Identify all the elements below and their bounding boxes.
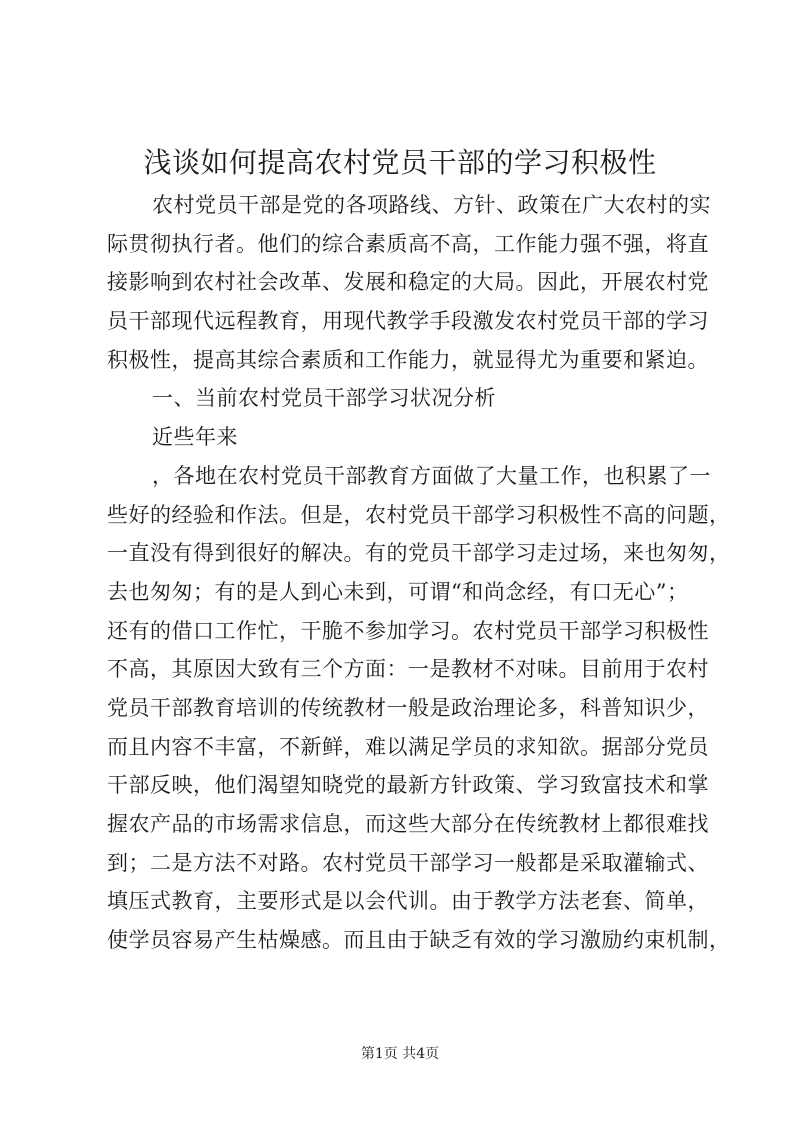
body-line: 去也匆匆；有的是人到心未到，可谓“和尚念经，有口无心”； xyxy=(107,579,689,604)
body-line: 还有的借口工作忙，干脆不参加学习。农村党员干部学习积极性 xyxy=(107,618,709,643)
body-line: 党员干部教育培训的传统教材一般是政治理论多，科普知识少， xyxy=(107,695,709,720)
body-line: 握农产品的市场需求信息，而这些大部分在传统教材上都很难找 xyxy=(107,812,709,836)
section-heading: 一、当前农村党员干部学习状况分析 xyxy=(152,386,496,411)
body-line: 接影响到农村社会改革、发展和稳定的大局。因此，开展农村党 xyxy=(107,270,709,295)
body-line: 积极性，提高其综合素质和工作能力，就显得尤为重要和紧迫。 xyxy=(107,347,709,372)
body-line: 农村党员干部是党的各项路线、方针、政策在广大农村的实 xyxy=(152,193,711,217)
body-line: 近些年来 xyxy=(152,425,238,450)
body-line: 干部反映，他们渴望知晓党的最新方针政策、学习致富技术和掌 xyxy=(107,773,709,798)
document-body xyxy=(107,186,731,960)
body-line: 些好的经验和作法。但是，农村党员干部学习积极性不高的问题， xyxy=(107,502,731,527)
body-line: 填压式教育，主要形式是以会代训。由于教学方法老套、简单， xyxy=(107,889,709,914)
body-line: 不高，其原因大致有三个方面：一是教材不对味。目前用于农村 xyxy=(107,657,709,682)
body-line: 员干部现代远程教育，用现代教学手段激发农村党员干部的学习 xyxy=(107,309,709,334)
body-line: 使学员容易产生枯燥感。而且由于缺乏有效的学习激励约束机制， xyxy=(107,928,731,953)
body-line: ，各地在农村党员干部教育方面做了大量工作，也积累了一 xyxy=(152,463,711,488)
document-title: 浅谈如何提高农村党员干部的学习积极性 xyxy=(143,146,657,179)
body-line: 际贯彻执行者。他们的综合素质高不高，工作能力强不强，将直 xyxy=(107,231,709,256)
body-line: 一直没有得到很好的解决。有的党员干部学习走过场，来也匆匆， xyxy=(107,541,731,566)
body-line: 而且内容不丰富，不新鲜，难以满足学员的求知欲。据部分党员 xyxy=(107,734,709,759)
page-number: 第1页 共4页 xyxy=(360,1046,440,1062)
body-line: 到；二是方法不对路。农村党员干部学习一般都是采取灌输式、 xyxy=(107,850,709,875)
page-footer xyxy=(0,1044,800,1064)
